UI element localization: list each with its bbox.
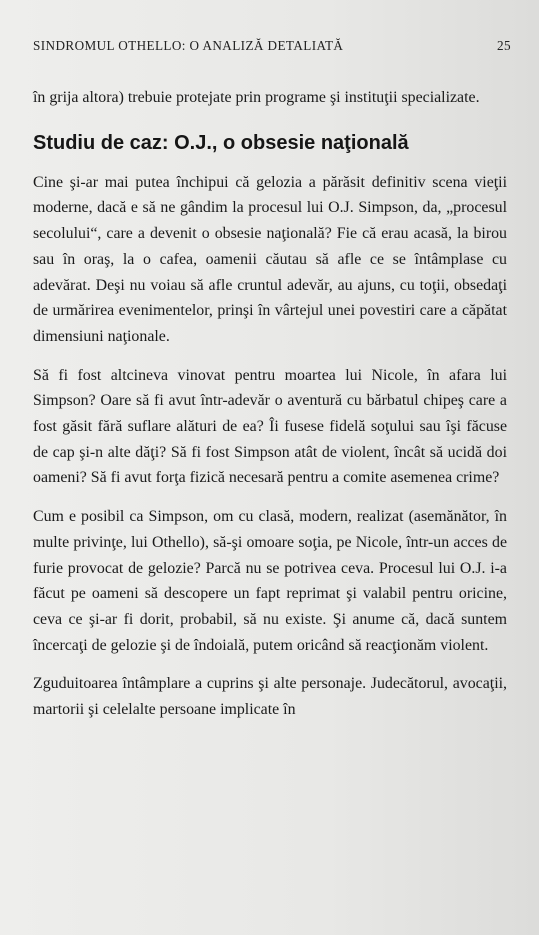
running-head-title: SINDROMUL OTHELLO: O ANALIZĂ DETALIATĂ	[33, 38, 344, 53]
running-head	[33, 38, 511, 60]
paragraph-2: Să fi fost altcineva vinovat pentru moartea lui Nicole, în afara lui Simpson? Oare să fi avut într-adevăr o aventură cu bărbatul chipeş care a fost găsit fără suflare alături de ea? Îi fusese fidelă soţului sau îşi făcuse de cap şi-n alte dăţi? Să fi fost Simpson atât de violent, încât să ucidă doi oameni? Să fi avut forţa fizică necesară pentru a comite asemenea crime?	[33, 366, 507, 487]
section-heading: Studiu de caz: O.J., o obsesie naţională	[33, 131, 409, 154]
paragraph-1: Cine şi-ar mai putea închipui că gelozia a părăsit definitiv scena vieţii moderne, dacă e să ne gândim la procesul lui O.J. Simpson, da, „procesul secolului“, care a devenit o obsesie naţională? Fie că erau acasă, la birou sau în oraş, la o cafea, oamenii căutau să afle ce se întâmplase cu adevărat. Deşi nu voiau să afle cruntul adevăr, au ajuns, cu toţii, obsedaţi de urmărirea evenimentelor, prinşi în vârtejul unei povestiri care a căpătat dimensiuni naţionale.	[33, 173, 507, 345]
body-text	[33, 85, 507, 723]
intro-paragraph: în grija altora) trebuie protejate prin programe şi instituţii specializate.	[33, 89, 480, 106]
page-number: 25	[497, 38, 511, 53]
paragraph-4: Zguduitoarea întâmplare a cuprins şi alte personaje. Judecătorul, avocaţii, martorii şi celelalte persoane implicate în	[33, 675, 507, 719]
paragraph-3: Cum e posibil ca Simpson, om cu clasă, modern, realizat (asemănător, în multe privinţe, lui Othello), să-şi omoare soţia, pe Nicole, într-un acces de furie provocat de gelozie? Parcă nu se potrivea ceva. Procesul lui O.J. i-a făcut pe oameni să descopere un fapt reprimat şi valabil pentru oricine, ceva ce şi-ar fi dorit, probabil, să nu existe. Şi anume că, dacă suntem încercaţi de gelozie şi de îndoială, putem oricând să reacţionăm violent.	[33, 508, 507, 654]
